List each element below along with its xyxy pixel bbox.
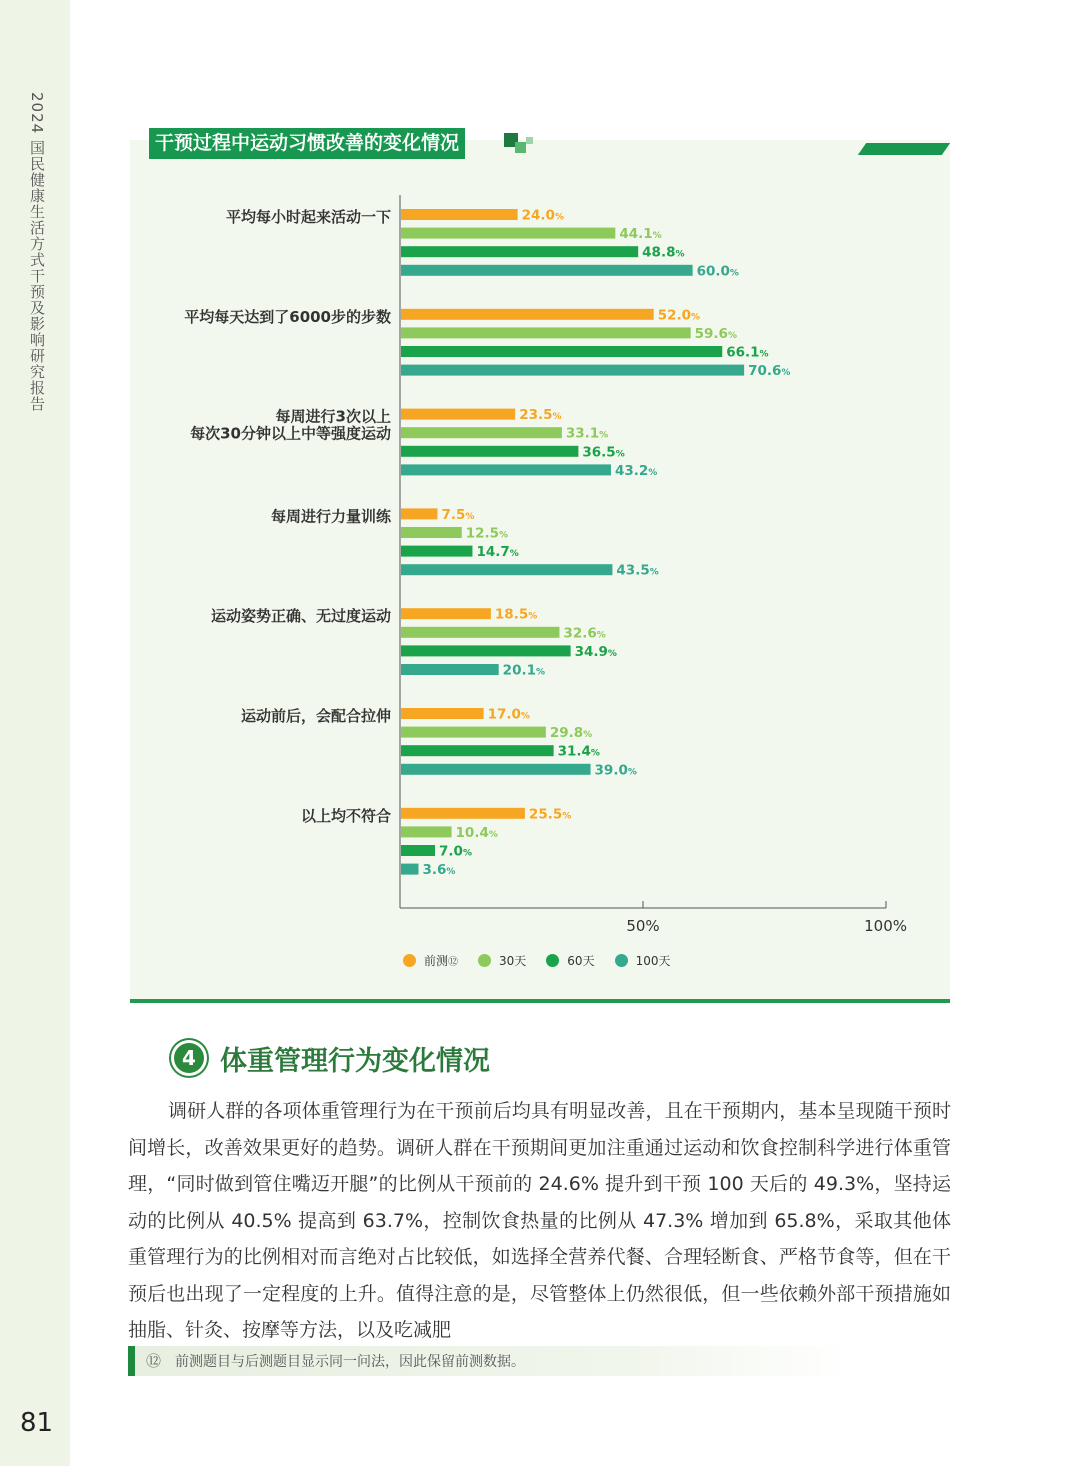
legend-label-60-days: 60天 bbox=[567, 953, 595, 968]
bar-value-label bbox=[566, 426, 608, 442]
bar-value-label bbox=[748, 363, 790, 379]
bar bbox=[401, 228, 615, 239]
bar-value-label bbox=[695, 326, 737, 342]
bar bbox=[401, 346, 722, 357]
bar-value-label bbox=[550, 725, 592, 741]
legend-item-100-days bbox=[615, 952, 671, 969]
bar-value-unit: % bbox=[488, 829, 498, 840]
bar-value-unit: % bbox=[648, 467, 658, 478]
bar bbox=[401, 864, 418, 875]
bar-value-unit: % bbox=[727, 330, 737, 341]
bar-value-unit: % bbox=[675, 249, 685, 260]
bar-value-number: 39.0 bbox=[594, 762, 628, 779]
chart-legend bbox=[403, 950, 690, 970]
bar-value-number: 48.8 bbox=[642, 244, 676, 261]
bar-value-unit: % bbox=[528, 611, 538, 622]
x-tick-label: 100% bbox=[864, 917, 907, 935]
bar-value-unit: % bbox=[554, 212, 564, 223]
bar-value-unit: % bbox=[499, 530, 509, 541]
category-label: 每周进行3次以上 bbox=[275, 407, 391, 426]
bar-value-number: 14.7 bbox=[476, 544, 510, 561]
bar-value-label bbox=[495, 607, 537, 623]
section-body-text: 调研人群的各项体重管理行为在干预前后均具有明显改善，且在干预期内，基本呈现随干预时间增长，改善效果更好的趋势。调研人群在干预期间更加注重通过运动和饮食控制科学进行体重管理，“同时做到管住嘴迈开腿”的比例从干预前的 24.6% 提升到干预 100 天后的 49.3%，坚持运动的比例从 40.5% 提高到 63.7%，控制饮食热量的比例从 47.3% 增加到 65.8%，采取其他体重管理行为的比例相对而言绝对占比较低，如选择全营养代餐、合理轻断食、严格节食等，但在干预后也出现了一定程度的上升。值得注意的是，尽管整体上仍然很低，但一些依赖外部干预措施如抽脂、针灸、按摩等方法，以及吃减肥 bbox=[128, 1100, 951, 1341]
category-label: 平均每小时起来活动一下 bbox=[225, 208, 391, 226]
bar bbox=[401, 745, 554, 756]
bar-value-unit: % bbox=[649, 567, 659, 578]
legend-label-pretest: 前测 bbox=[424, 953, 449, 968]
bar-value-unit: % bbox=[462, 848, 472, 859]
bar bbox=[401, 508, 437, 519]
category-label: 每周进行力量训练 bbox=[270, 507, 391, 526]
bar-value-unit: % bbox=[759, 349, 769, 360]
bar-value-unit: % bbox=[691, 312, 701, 323]
bar-value-number: 7.5 bbox=[441, 506, 466, 523]
bar-value-number: 59.6 bbox=[694, 325, 728, 342]
bar-value-number: 36.5 bbox=[582, 444, 616, 461]
bar-value-number: 24.0 bbox=[521, 207, 555, 224]
bar-value-number: 7.0 bbox=[439, 843, 463, 860]
bar bbox=[401, 527, 462, 538]
bar bbox=[401, 808, 525, 819]
bar bbox=[401, 464, 611, 475]
bar bbox=[401, 564, 612, 575]
bar bbox=[401, 546, 472, 557]
bar-value-unit: % bbox=[465, 511, 475, 522]
bar-value-number: 43.5 bbox=[616, 562, 650, 579]
bar-value-label bbox=[595, 762, 637, 778]
footnote bbox=[128, 1346, 848, 1376]
bar-value-label bbox=[439, 844, 472, 860]
chart-title: 干预过程中运动习惯改善的变化情况 bbox=[149, 128, 465, 159]
bar-value-number: 18.5 bbox=[494, 606, 529, 623]
section-heading bbox=[170, 1038, 490, 1078]
bar-value-unit: % bbox=[520, 711, 530, 722]
bar-value-unit: % bbox=[446, 867, 456, 878]
bar bbox=[401, 265, 693, 276]
bar-value-label bbox=[619, 226, 661, 242]
category-label: 平均每天达到了6000步的步数 bbox=[184, 307, 391, 326]
bar-value-number: 60.0 bbox=[696, 263, 730, 280]
bar-value-unit: % bbox=[562, 811, 572, 822]
bar-value-label bbox=[697, 263, 739, 279]
bar-value-number: 20.1 bbox=[502, 662, 536, 679]
bar-value-label bbox=[456, 825, 498, 841]
legend-swatch-30-days bbox=[478, 954, 491, 967]
bar bbox=[401, 645, 571, 656]
bar-value-number: 44.1 bbox=[619, 226, 653, 243]
section-title: 体重管理行为变化情况 bbox=[220, 1045, 490, 1077]
bar bbox=[401, 209, 518, 220]
bar bbox=[401, 327, 691, 338]
bar-value-unit: % bbox=[590, 748, 600, 759]
bar-value-label bbox=[522, 208, 564, 224]
bar-value-label bbox=[575, 644, 617, 660]
bar-value-number: 70.6 bbox=[748, 363, 782, 380]
bar-value-label bbox=[582, 444, 624, 460]
legend-label-100-days: 100天 bbox=[635, 953, 671, 968]
legend-swatch-pretest bbox=[403, 954, 416, 967]
bar-value-number: 33.1 bbox=[565, 425, 600, 442]
bar-value-number: 25.5 bbox=[528, 806, 563, 823]
bar bbox=[401, 845, 435, 856]
bar bbox=[401, 309, 654, 320]
bar bbox=[401, 708, 484, 719]
bar-value-number: 29.8 bbox=[549, 725, 584, 742]
bar bbox=[401, 446, 578, 457]
bar-value-unit: % bbox=[583, 730, 593, 741]
bar-value-label bbox=[658, 307, 700, 323]
bar bbox=[401, 826, 452, 837]
bar-value-number: 23.5 bbox=[519, 407, 553, 424]
bar-value-label bbox=[476, 544, 518, 560]
section-number-badge: 4 bbox=[174, 1043, 204, 1073]
bar-value-label bbox=[519, 407, 561, 423]
bar-value-label bbox=[488, 707, 530, 723]
bar-value-number: 43.2 bbox=[614, 462, 649, 479]
bar-value-unit: % bbox=[535, 667, 546, 678]
bar-value-unit: % bbox=[509, 549, 519, 560]
bar-value-label bbox=[529, 806, 571, 822]
bar bbox=[401, 608, 491, 619]
category-label: 运动姿势正确、无过度运动 bbox=[210, 607, 391, 626]
legend-swatch-100-days bbox=[615, 954, 628, 967]
bar-value-unit: % bbox=[729, 268, 739, 279]
category-label: 以上均不符合 bbox=[300, 806, 391, 825]
bar-value-unit: % bbox=[607, 648, 617, 659]
bar-value-label bbox=[441, 507, 474, 523]
footnote-text: 前测题目与后测题目显示同一问法，因此保留前测数据。 bbox=[175, 1354, 525, 1370]
bar-value-number: 17.0 bbox=[487, 706, 521, 723]
bar-value-label bbox=[563, 625, 605, 641]
category-label: 每次30分钟以上中等强度运动 bbox=[190, 424, 391, 443]
bar-value-number: 66.1 bbox=[726, 344, 760, 361]
page-number: 81 bbox=[20, 1408, 54, 1438]
bar-value-unit: % bbox=[596, 630, 606, 641]
bar-value-unit: % bbox=[599, 430, 609, 441]
bar-value-label bbox=[616, 563, 658, 579]
x-tick-label: 50% bbox=[626, 917, 660, 935]
bar-value-label bbox=[726, 345, 768, 361]
bar-value-unit: % bbox=[627, 767, 637, 778]
bar bbox=[401, 764, 591, 775]
bar-value-label bbox=[642, 245, 684, 261]
footnote-mark: ⑫ bbox=[146, 1352, 162, 1370]
bar bbox=[401, 246, 638, 257]
bar bbox=[401, 409, 515, 420]
legend-label-30-days: 30天 bbox=[499, 953, 527, 968]
bar-value-number: 52.0 bbox=[657, 307, 692, 324]
bar-value-unit: % bbox=[781, 368, 791, 379]
legend-footnote-mark: ⑫ bbox=[448, 956, 459, 968]
legend-item-pretest bbox=[403, 952, 458, 969]
bar bbox=[401, 664, 499, 675]
bar-value-number: 32.6 bbox=[563, 625, 597, 642]
bar-value-label bbox=[466, 526, 508, 542]
report-side-title: 2024 国民健康生活方式干预及影响研究报告 bbox=[28, 92, 46, 412]
bar-value-number: 3.6 bbox=[422, 862, 447, 879]
legend-swatch-60-days bbox=[546, 954, 559, 967]
bar-value-label bbox=[503, 663, 545, 679]
bar bbox=[401, 365, 744, 376]
bar-value-number: 12.5 bbox=[465, 525, 500, 542]
bar-value-number: 10.4 bbox=[455, 824, 489, 841]
bar-value-unit: % bbox=[615, 449, 625, 460]
category-label: 运动前后，会配合拉伸 bbox=[240, 707, 391, 725]
bar-value-unit: % bbox=[652, 231, 662, 242]
legend-item-30-days bbox=[478, 952, 526, 969]
legend-item-60-days bbox=[546, 952, 594, 969]
bar-value-label bbox=[422, 862, 455, 878]
bar-value-number: 34.9 bbox=[574, 643, 608, 660]
bar bbox=[401, 727, 546, 738]
bar-value-number: 31.4 bbox=[557, 743, 591, 760]
bar-value-label bbox=[615, 463, 657, 479]
bar bbox=[401, 427, 562, 438]
bar bbox=[401, 627, 559, 638]
bar-value-label bbox=[558, 744, 600, 760]
bar-value-unit: % bbox=[552, 412, 562, 423]
